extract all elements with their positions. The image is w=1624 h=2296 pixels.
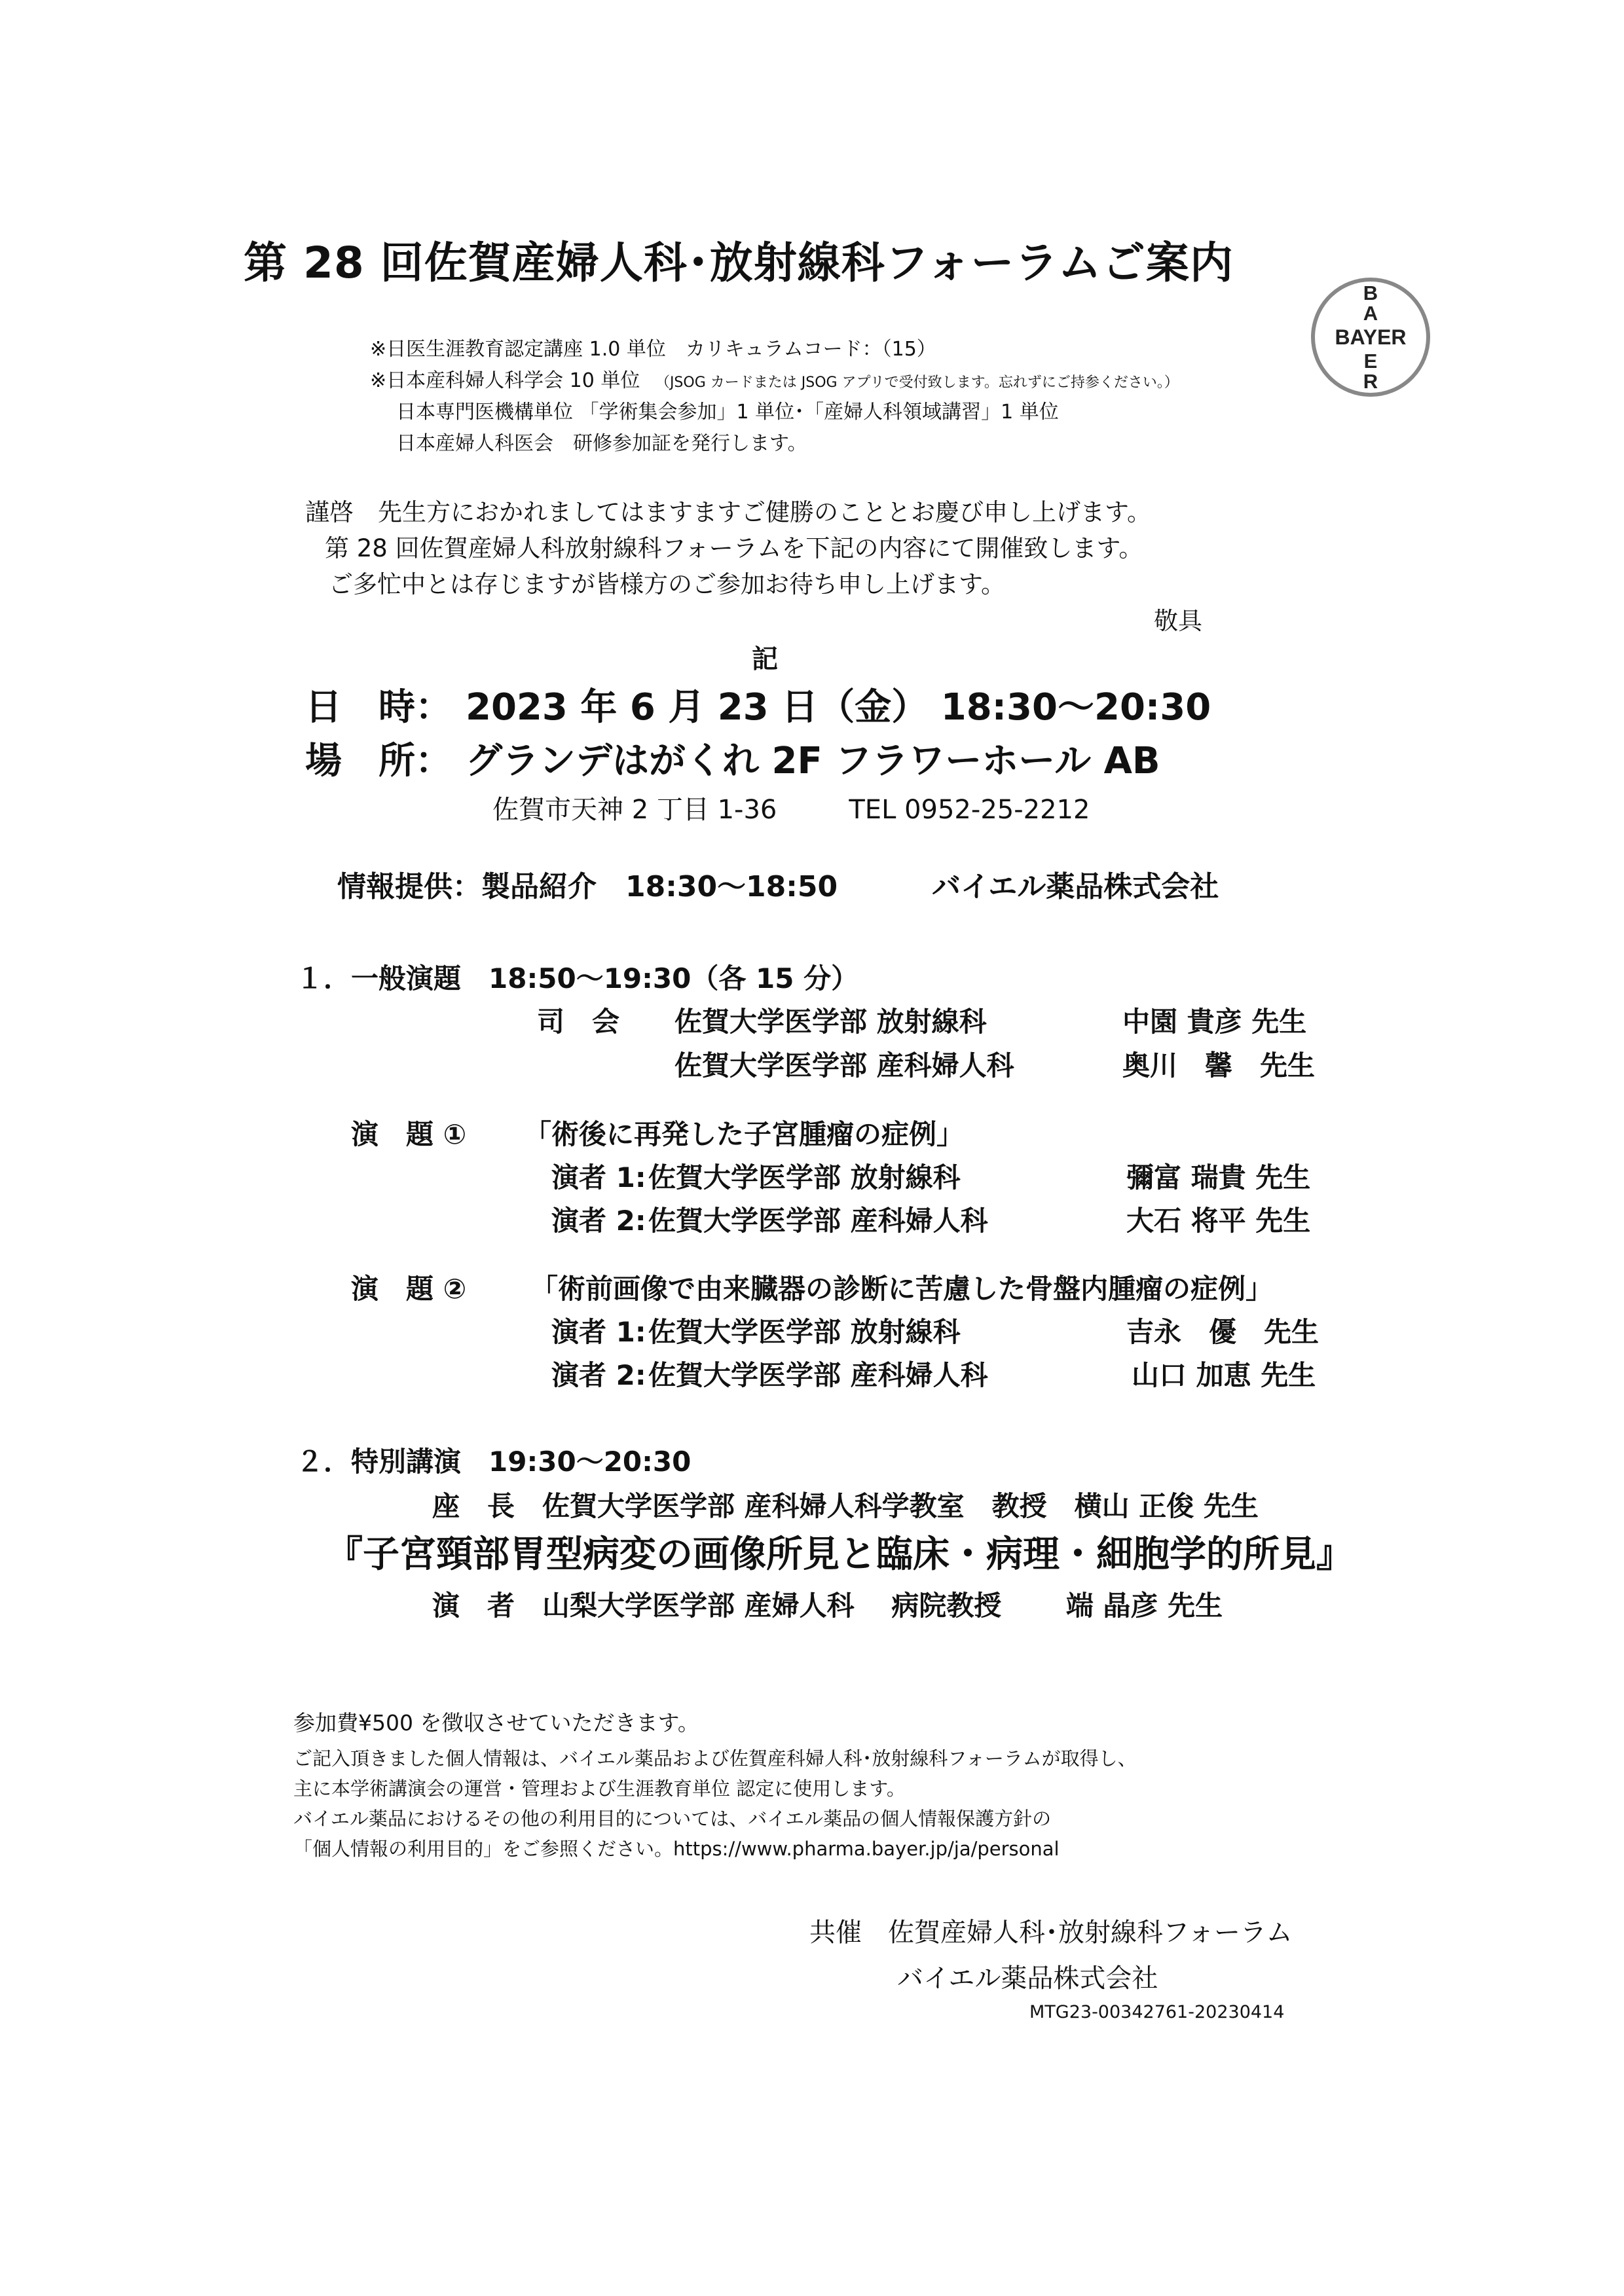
document-code: MTG23-00342761-20230414 — [1029, 2002, 1285, 2022]
credit-line — [370, 364, 1179, 393]
address-row — [492, 789, 1090, 826]
venue-row — [305, 732, 1160, 784]
greeting-line: 第 28 回佐賀産婦人科放射線科フォーラムを下記の内容にて開催致します。 — [325, 534, 1143, 562]
privacy-line: ご記入頂きました個人情報は、バイエル薬品および佐賀産科婦人科･放射線科フォーラムが取得し、 — [293, 1747, 1137, 1770]
presenter-name: 彌富 瑞貴 先生 — [1126, 1161, 1311, 1194]
datetime-value: 2023 年 6 月 23 日（金） 18:30～20:30 — [466, 686, 1211, 729]
logo-letter: B — [1363, 282, 1378, 304]
greeting-line: ご多忙中とは存じますが皆様方のご参加お待ち申し上げます。 — [329, 570, 1006, 598]
lecture-title: 『子宮頸部胃型病変の画像所見と臨床・病理・細胞学的所見』 — [326, 1533, 1353, 1576]
presenter-role: 演者 2: — [551, 1359, 646, 1391]
credit-line: 日本専門医機構単位 「学術集会参加」1 単位･「産婦人科領域講習」1 単位 — [396, 401, 1059, 424]
session2-chair: 座 長 佐賀大学医学部 産科婦人科学教室 教授 横山 正俊 先生 — [432, 1490, 1259, 1522]
credit-line: ※日医生涯教育認定講座 1.0 単位 カリキュラムコード：（15） — [370, 338, 936, 361]
ki-heading: 記 — [752, 644, 778, 674]
info-label: 情報提供：製品紹介 18:30～18:50 — [337, 870, 838, 903]
fee-note: 参加費¥500 を徴収させていただきます。 — [293, 1710, 699, 1736]
tel-value: TEL 0952-25-2212 — [849, 795, 1090, 825]
logo-letter: A — [1363, 302, 1378, 325]
talk-label: 演 題 ② — [351, 1273, 467, 1305]
chair-name: 奥川 馨 先生 — [1122, 1049, 1316, 1082]
presenter-affiliation: 佐賀大学医学部 産科婦人科 — [648, 1205, 988, 1237]
talk-title: 「術前画像で由来臓器の診断に苦慮した骨盤内腫瘤の症例」 — [530, 1273, 1274, 1305]
presenter-affiliation: 佐賀大学医学部 放射線科 — [648, 1316, 961, 1348]
presenter-name: 吉永 優 先生 — [1126, 1316, 1320, 1348]
session2-heading: ２．特別講演 19:30～20:30 — [296, 1446, 692, 1478]
session2-speaker: 演 者 山梨大学医学部 産婦人科 病院教授 端 晶彦 先生 — [432, 1590, 1223, 1622]
greeting-line: 謹啓 先生方におかれましてはますますご健勝のこととお慶び申し上げます。 — [305, 498, 1152, 526]
talk-label: 演 題 ① — [351, 1118, 467, 1150]
bayer-logo — [1310, 276, 1431, 398]
logo-horizontal: BAYER — [1335, 325, 1407, 349]
chair-label: 司 会 — [537, 1006, 620, 1038]
venue-value: グランデはがくれ 2F フラワーホール AB — [466, 740, 1160, 782]
info-row — [337, 863, 1219, 905]
address-value: 佐賀市天神 2 丁目 1-36 — [492, 795, 777, 825]
talk-title: 「術後に再発した子宮腫瘤の症例」 — [524, 1118, 965, 1150]
presenter-role: 演者 1: — [551, 1161, 646, 1194]
datetime-row — [305, 678, 1211, 731]
presenter-affiliation: 佐賀大学医学部 放射線科 — [648, 1161, 961, 1194]
presenter-role: 演者 1: — [551, 1316, 646, 1348]
logo-letter: E — [1363, 350, 1378, 373]
datetime-label: 日 時： — [305, 686, 452, 729]
cosponsor-line: 共催 佐賀産婦人科･放射線科フォーラム — [809, 1918, 1293, 1948]
privacy-line: バイエル薬品におけるその他の利用目的については、バイエル薬品の個人情報保護方針の — [293, 1808, 1052, 1830]
presenter-name: 大石 将平 先生 — [1126, 1205, 1311, 1237]
greeting-closing: 敬具 — [1154, 607, 1202, 635]
page-title: 第 28 回佐賀産婦人科･放射線科フォーラムご案内 — [244, 238, 1234, 288]
credit-main: ※日本産科婦人科学会 10 単位 — [370, 369, 640, 392]
presenter-affiliation: 佐賀大学医学部 産科婦人科 — [648, 1359, 988, 1391]
privacy-line: 主に本学術講演会の運営・管理および生涯教育単位 認定に使用します。 — [293, 1777, 906, 1800]
presenter-role: 演者 2: — [551, 1205, 646, 1237]
session1-heading: １．一般演題 18:50～19:30（各 15 分） — [296, 962, 859, 994]
chair-name: 中園 貴彦 先生 — [1122, 1006, 1307, 1038]
credit-line: 日本産婦人科医会 研修参加証を発行します。 — [396, 432, 807, 455]
credit-note: （JSOG カードまたは JSOG アプリで受付致します。忘れずにご持参ください。） — [655, 374, 1179, 391]
venue-label: 場 所： — [305, 740, 452, 782]
presenter-name: 山口 加恵 先生 — [1132, 1359, 1316, 1391]
logo-letter: R — [1363, 370, 1378, 393]
info-company: バイエル薬品株式会社 — [932, 870, 1219, 903]
chair-affiliation: 佐賀大学医学部 産科婦人科 — [674, 1049, 1014, 1082]
privacy-line: 「個人情報の利用目的」をご参照ください。https://www.pharma.bayer.jp/ja/personal — [293, 1838, 1060, 1860]
cosponsor-line: バイエル薬品株式会社 — [897, 1963, 1158, 1994]
chair-affiliation: 佐賀大学医学部 放射線科 — [674, 1006, 987, 1038]
